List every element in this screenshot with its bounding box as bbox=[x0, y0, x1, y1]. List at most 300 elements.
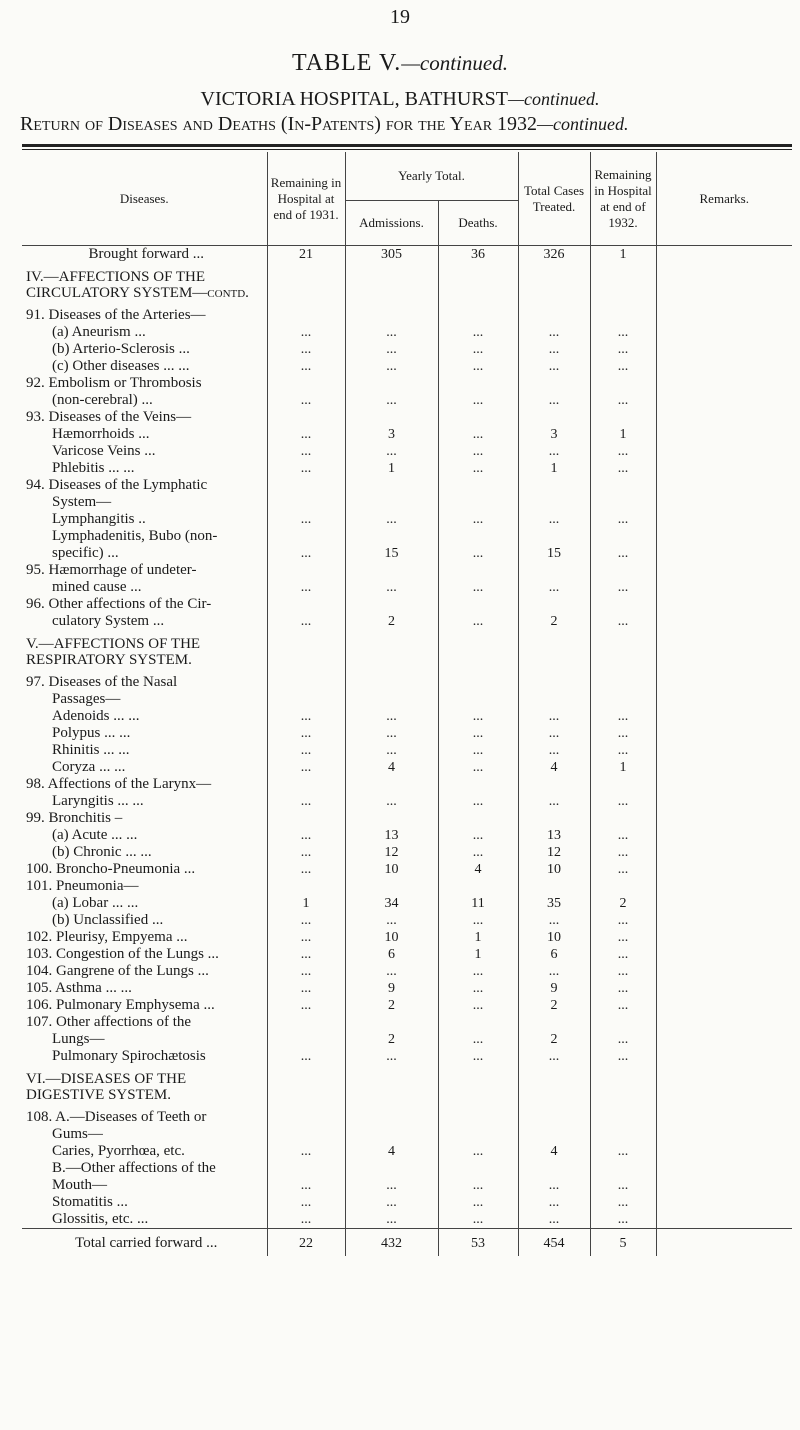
cell-remarks bbox=[656, 929, 792, 946]
cell-deaths bbox=[438, 636, 518, 668]
table-row bbox=[22, 878, 792, 895]
cell-remaining-1931: ... bbox=[267, 341, 345, 358]
cell-admissions bbox=[345, 1160, 438, 1177]
return-title-main: Return of Diseases and Deaths (In-Patents) for the Year 1932 bbox=[20, 113, 538, 135]
cell-admissions bbox=[345, 528, 438, 545]
cell-remaining-1932: ... bbox=[590, 1211, 656, 1229]
cell-remaining-1932 bbox=[590, 269, 656, 301]
page-number: 19 bbox=[390, 6, 410, 28]
return-title-continued: —continued. bbox=[537, 114, 629, 134]
cell-admissions: ... bbox=[345, 1194, 438, 1211]
cell-remaining-1931: ... bbox=[267, 929, 345, 946]
cell-admissions: 6 bbox=[345, 946, 438, 963]
cell-admissions: 1 bbox=[345, 460, 438, 477]
cell-remaining-1931: ... bbox=[267, 742, 345, 759]
cell-remaining-1932: ... bbox=[590, 793, 656, 810]
disease-label: (a) Lobar ... ... bbox=[52, 895, 139, 911]
cell-remaining-1931: ... bbox=[267, 759, 345, 776]
cell-remaining-1932: ... bbox=[590, 708, 656, 725]
disease-label: 104. Gangrene of the Lungs ... bbox=[26, 963, 209, 979]
cell-admissions: 2 bbox=[345, 613, 438, 630]
cell-remarks bbox=[656, 1143, 792, 1160]
table-row bbox=[22, 793, 792, 810]
cell-remaining-1932 bbox=[590, 674, 656, 691]
cell-deaths bbox=[438, 307, 518, 324]
total-remarks bbox=[656, 1229, 792, 1257]
cell-remarks bbox=[656, 511, 792, 528]
cell-admissions: 305 bbox=[345, 246, 438, 264]
section-row bbox=[22, 636, 792, 668]
cell-admissions: 2 bbox=[345, 1031, 438, 1048]
cell-remaining-1932 bbox=[590, 1014, 656, 1031]
cell-total-cases: ... bbox=[518, 443, 590, 460]
cell-remaining-1931: ... bbox=[267, 511, 345, 528]
cell-deaths bbox=[438, 269, 518, 301]
cell-admissions: ... bbox=[345, 912, 438, 929]
cell-admissions: 12 bbox=[345, 844, 438, 861]
cell-admissions: 10 bbox=[345, 929, 438, 946]
table-row bbox=[22, 725, 792, 742]
table-title-main: TABLE V. bbox=[292, 50, 402, 76]
header-yearly-total: Yearly Total. bbox=[345, 152, 518, 201]
disease-label: Hæmorrhoids ... bbox=[52, 426, 150, 442]
table-row bbox=[22, 1126, 792, 1143]
cell-deaths: ... bbox=[438, 1048, 518, 1065]
cell-remaining-1931: ... bbox=[267, 1143, 345, 1160]
cell-total-cases bbox=[518, 878, 590, 895]
cell-remaining-1931: ... bbox=[267, 324, 345, 341]
section-row bbox=[22, 269, 792, 301]
total-row bbox=[22, 1229, 792, 1257]
cell-remaining-1932: 2 bbox=[590, 895, 656, 912]
table-row bbox=[22, 1194, 792, 1211]
cell-remaining-1931 bbox=[267, 1109, 345, 1126]
top-rule-thin bbox=[22, 149, 792, 150]
cell-remarks bbox=[656, 426, 792, 443]
cell-remaining-1932: ... bbox=[590, 324, 656, 341]
table-row bbox=[22, 562, 792, 579]
cell-admissions bbox=[345, 674, 438, 691]
cell-remaining-1931 bbox=[267, 596, 345, 613]
cell-admissions: ... bbox=[345, 358, 438, 375]
cell-remarks bbox=[656, 1071, 792, 1103]
cell-total-cases: 326 bbox=[518, 246, 590, 264]
cell-deaths: ... bbox=[438, 341, 518, 358]
disease-label: 95. Hæmorrhage of undeter- bbox=[26, 562, 197, 578]
cell-remaining-1932: ... bbox=[590, 1177, 656, 1194]
cell-admissions bbox=[345, 307, 438, 324]
disease-label: (c) Other diseases ... ... bbox=[52, 358, 190, 374]
cell-deaths: ... bbox=[438, 1194, 518, 1211]
table-row bbox=[22, 1048, 792, 1065]
section-heading: VI.—DISEASES OF THE DIGESTIVE SYSTEM. bbox=[26, 1071, 187, 1103]
disease-table bbox=[22, 152, 792, 1256]
table-row bbox=[22, 307, 792, 324]
cell-deaths bbox=[438, 674, 518, 691]
header-diseases: Diseases. bbox=[22, 152, 267, 246]
cell-remaining-1932: ... bbox=[590, 963, 656, 980]
hospital-continued: —continued. bbox=[508, 89, 600, 109]
cell-remarks bbox=[656, 742, 792, 759]
cell-remarks bbox=[656, 861, 792, 878]
cell-admissions: ... bbox=[345, 1177, 438, 1194]
cell-remaining-1932 bbox=[590, 1160, 656, 1177]
cell-admissions bbox=[345, 636, 438, 668]
total-label: Total carried forward ... bbox=[22, 1229, 267, 1257]
cell-remaining-1932: ... bbox=[590, 946, 656, 963]
cell-admissions bbox=[345, 1014, 438, 1031]
section-heading: IV.—AFFECTIONS OF THE CIRCULATORY SYSTEM—contd. bbox=[26, 269, 249, 301]
cell-deaths: ... bbox=[438, 613, 518, 630]
cell-admissions: 15 bbox=[345, 545, 438, 562]
cell-remaining-1931: ... bbox=[267, 708, 345, 725]
cell-total-cases bbox=[518, 810, 590, 827]
cell-remaining-1931 bbox=[267, 691, 345, 708]
cell-remarks bbox=[656, 827, 792, 844]
cell-remarks bbox=[656, 1211, 792, 1229]
cell-remarks bbox=[656, 246, 792, 264]
disease-label: Brought forward ... bbox=[88, 246, 204, 262]
table-row bbox=[22, 759, 792, 776]
cell-admissions: ... bbox=[345, 793, 438, 810]
cell-remarks bbox=[656, 596, 792, 613]
cell-remarks bbox=[656, 562, 792, 579]
table-row bbox=[22, 511, 792, 528]
cell-remaining-1931 bbox=[267, 528, 345, 545]
cell-remaining-1932: ... bbox=[590, 1143, 656, 1160]
cell-deaths: ... bbox=[438, 844, 518, 861]
cell-total-cases: ... bbox=[518, 1211, 590, 1229]
cell-deaths bbox=[438, 409, 518, 426]
table-row bbox=[22, 963, 792, 980]
cell-remaining-1932 bbox=[590, 528, 656, 545]
cell-admissions: 34 bbox=[345, 895, 438, 912]
cell-admissions: ... bbox=[345, 443, 438, 460]
cell-remaining-1931 bbox=[267, 636, 345, 668]
table-row bbox=[22, 929, 792, 946]
cell-deaths bbox=[438, 562, 518, 579]
cell-remaining-1931 bbox=[267, 562, 345, 579]
cell-admissions: 4 bbox=[345, 1143, 438, 1160]
cell-remaining-1931: ... bbox=[267, 426, 345, 443]
header-remaining-1931: Remaining in Hospital at end of 1931. bbox=[267, 152, 345, 246]
table-row bbox=[22, 1160, 792, 1177]
cell-remaining-1932 bbox=[590, 477, 656, 494]
cell-admissions: 4 bbox=[345, 759, 438, 776]
cell-deaths bbox=[438, 596, 518, 613]
cell-total-cases: 10 bbox=[518, 861, 590, 878]
cell-remarks bbox=[656, 358, 792, 375]
cell-remaining-1932 bbox=[590, 375, 656, 392]
cell-remarks bbox=[656, 810, 792, 827]
disease-label: 106. Pulmonary Emphysema ... bbox=[26, 997, 215, 1013]
cell-remaining-1931: 1 bbox=[267, 895, 345, 912]
cell-admissions: ... bbox=[345, 725, 438, 742]
cell-total-cases: 9 bbox=[518, 980, 590, 997]
cell-total-cases: 2 bbox=[518, 613, 590, 630]
cell-remaining-1932: ... bbox=[590, 997, 656, 1014]
disease-label: Lymphangitis .. bbox=[52, 511, 146, 527]
cell-total-cases: 2 bbox=[518, 1031, 590, 1048]
cell-remarks bbox=[656, 776, 792, 793]
header-deaths: Deaths. bbox=[438, 201, 518, 246]
cell-admissions: ... bbox=[345, 392, 438, 409]
cell-admissions: ... bbox=[345, 341, 438, 358]
cell-deaths bbox=[438, 375, 518, 392]
cell-deaths: ... bbox=[438, 1211, 518, 1229]
cell-deaths bbox=[438, 494, 518, 511]
disease-label: culatory System ... bbox=[52, 613, 165, 629]
cell-total-cases: ... bbox=[518, 358, 590, 375]
cell-admissions bbox=[345, 776, 438, 793]
cell-deaths bbox=[438, 776, 518, 793]
cell-deaths: 1 bbox=[438, 946, 518, 963]
cell-admissions: 13 bbox=[345, 827, 438, 844]
cell-remaining-1931: ... bbox=[267, 980, 345, 997]
cell-total-cases: 15 bbox=[518, 545, 590, 562]
cell-total-cases bbox=[518, 494, 590, 511]
cell-total-cases: ... bbox=[518, 324, 590, 341]
cell-deaths: ... bbox=[438, 725, 518, 742]
table-row bbox=[22, 776, 792, 793]
disease-label: (non-cerebral) ... bbox=[52, 392, 153, 408]
cell-remarks bbox=[656, 912, 792, 929]
cell-deaths: ... bbox=[438, 963, 518, 980]
cell-remaining-1932 bbox=[590, 307, 656, 324]
table-row bbox=[22, 494, 792, 511]
table-row bbox=[22, 1211, 792, 1229]
cell-deaths: 1 bbox=[438, 929, 518, 946]
disease-label: mined cause ... bbox=[52, 579, 142, 595]
cell-remaining-1931 bbox=[267, 1126, 345, 1143]
cell-total-cases bbox=[518, 1160, 590, 1177]
cell-admissions bbox=[345, 878, 438, 895]
cell-remaining-1932: ... bbox=[590, 912, 656, 929]
cell-deaths: ... bbox=[438, 793, 518, 810]
section-heading: V.—AFFECTIONS OF THE RESPIRATORY SYSTEM. bbox=[26, 636, 201, 668]
cell-remarks bbox=[656, 1109, 792, 1126]
cell-remarks bbox=[656, 725, 792, 742]
disease-label: Pulmonary Spirochætosis bbox=[52, 1048, 206, 1064]
cell-total-cases bbox=[518, 269, 590, 301]
cell-deaths bbox=[438, 878, 518, 895]
cell-remaining-1932: ... bbox=[590, 579, 656, 596]
cell-remaining-1932: ... bbox=[590, 613, 656, 630]
table-row bbox=[22, 861, 792, 878]
cell-remaining-1931: ... bbox=[267, 912, 345, 929]
cell-deaths bbox=[438, 1014, 518, 1031]
cell-remarks bbox=[656, 324, 792, 341]
cell-remaining-1932: ... bbox=[590, 511, 656, 528]
cell-deaths bbox=[438, 1071, 518, 1103]
cell-remarks bbox=[656, 963, 792, 980]
cell-admissions: ... bbox=[345, 579, 438, 596]
cell-remaining-1932: ... bbox=[590, 861, 656, 878]
cell-remarks bbox=[656, 878, 792, 895]
header-total-cases: Total Cases Treated. bbox=[518, 152, 590, 246]
cell-admissions bbox=[345, 1109, 438, 1126]
cell-admissions: 9 bbox=[345, 980, 438, 997]
disease-label: Passages— bbox=[52, 691, 121, 707]
disease-label: 108. A.—Diseases of Teeth or bbox=[26, 1109, 207, 1125]
cell-deaths: ... bbox=[438, 1031, 518, 1048]
disease-label: B.—Other affections of the bbox=[52, 1160, 216, 1176]
disease-label: (a) Aneurism ... bbox=[52, 324, 146, 340]
disease-label: Mouth— bbox=[52, 1177, 108, 1193]
cell-remaining-1932: ... bbox=[590, 392, 656, 409]
cell-remaining-1931 bbox=[267, 409, 345, 426]
cell-total-cases: 35 bbox=[518, 895, 590, 912]
cell-total-cases bbox=[518, 307, 590, 324]
cell-admissions: 2 bbox=[345, 997, 438, 1014]
cell-remarks bbox=[656, 613, 792, 630]
disease-label: Gums— bbox=[52, 1126, 103, 1142]
table-row bbox=[22, 1014, 792, 1031]
disease-label: 99. Bronchitis – bbox=[26, 810, 123, 826]
cell-remaining-1931 bbox=[267, 1014, 345, 1031]
cell-remarks bbox=[656, 793, 792, 810]
cell-remaining-1931: ... bbox=[267, 545, 345, 562]
cell-remarks bbox=[656, 759, 792, 776]
cell-remarks bbox=[656, 494, 792, 511]
table-body bbox=[22, 246, 792, 1229]
cell-deaths: ... bbox=[438, 426, 518, 443]
cell-remaining-1932: ... bbox=[590, 545, 656, 562]
cell-deaths: ... bbox=[438, 579, 518, 596]
cell-remaining-1932: ... bbox=[590, 827, 656, 844]
cell-remarks bbox=[656, 579, 792, 596]
cell-deaths: ... bbox=[438, 997, 518, 1014]
header-remaining-1932: Remaining in Hospital at end of 1932. bbox=[590, 152, 656, 246]
cell-remarks bbox=[656, 477, 792, 494]
total-admissions: 432 bbox=[345, 1229, 438, 1257]
cell-admissions bbox=[345, 691, 438, 708]
cell-remarks bbox=[656, 946, 792, 963]
disease-label: 97. Diseases of the Nasal bbox=[26, 674, 178, 690]
cell-remarks bbox=[656, 1160, 792, 1177]
cell-remaining-1932: ... bbox=[590, 844, 656, 861]
cell-deaths: 11 bbox=[438, 895, 518, 912]
cell-deaths: ... bbox=[438, 980, 518, 997]
disease-label: Phlebitis ... ... bbox=[52, 460, 135, 476]
table-row bbox=[22, 579, 792, 596]
cell-remaining-1932 bbox=[590, 1109, 656, 1126]
cell-admissions: ... bbox=[345, 324, 438, 341]
cell-remarks bbox=[656, 895, 792, 912]
cell-remaining-1932 bbox=[590, 409, 656, 426]
cell-total-cases: ... bbox=[518, 392, 590, 409]
table-row bbox=[22, 997, 792, 1014]
disease-label: 105. Asthma ... ... bbox=[26, 980, 132, 996]
cell-total-cases: ... bbox=[518, 963, 590, 980]
cell-total-cases bbox=[518, 1126, 590, 1143]
disease-label: Glossitis, etc. ... bbox=[52, 1211, 149, 1227]
cell-remarks bbox=[656, 1177, 792, 1194]
disease-label: System— bbox=[52, 494, 112, 510]
cell-admissions: ... bbox=[345, 963, 438, 980]
disease-label: Lungs— bbox=[52, 1031, 105, 1047]
cell-remaining-1932 bbox=[590, 1126, 656, 1143]
disease-label: Varicose Veins ... bbox=[52, 443, 156, 459]
disease-label: 102. Pleurisy, Empyema ... bbox=[26, 929, 188, 945]
cell-remaining-1931: ... bbox=[267, 946, 345, 963]
cell-remarks bbox=[656, 443, 792, 460]
disease-label: Stomatitis ... bbox=[52, 1194, 128, 1210]
cell-admissions: ... bbox=[345, 511, 438, 528]
total-remaining-1931: 22 bbox=[267, 1229, 345, 1257]
table-row bbox=[22, 980, 792, 997]
cell-remaining-1932: ... bbox=[590, 1031, 656, 1048]
cell-total-cases: ... bbox=[518, 579, 590, 596]
cell-deaths: ... bbox=[438, 759, 518, 776]
cell-remaining-1932: 1 bbox=[590, 759, 656, 776]
cell-total-cases: 13 bbox=[518, 827, 590, 844]
disease-label: 100. Broncho-Pneumonia ... bbox=[26, 861, 196, 877]
cell-remaining-1931: ... bbox=[267, 1194, 345, 1211]
cell-total-cases: ... bbox=[518, 742, 590, 759]
disease-label: (b) Chronic ... ... bbox=[52, 844, 152, 860]
cell-remaining-1932: ... bbox=[590, 1194, 656, 1211]
cell-admissions bbox=[345, 562, 438, 579]
disease-label: 93. Diseases of the Veins— bbox=[26, 409, 192, 425]
table-row bbox=[22, 742, 792, 759]
cell-remaining-1932: ... bbox=[590, 358, 656, 375]
cell-remaining-1932 bbox=[590, 596, 656, 613]
cell-remaining-1931: 21 bbox=[267, 246, 345, 264]
disease-label: 98. Affections of the Larynx— bbox=[26, 776, 212, 792]
cell-remaining-1931: ... bbox=[267, 1177, 345, 1194]
cell-admissions: ... bbox=[345, 1048, 438, 1065]
cell-admissions bbox=[345, 494, 438, 511]
cell-deaths bbox=[438, 810, 518, 827]
cell-remarks bbox=[656, 545, 792, 562]
cell-remaining-1931: ... bbox=[267, 613, 345, 630]
table-row bbox=[22, 477, 792, 494]
table-row bbox=[22, 324, 792, 341]
cell-remaining-1931: ... bbox=[267, 725, 345, 742]
cell-admissions bbox=[345, 1126, 438, 1143]
table-row bbox=[22, 1177, 792, 1194]
cell-total-cases bbox=[518, 1014, 590, 1031]
cell-deaths: ... bbox=[438, 545, 518, 562]
hospital-name: VICTORIA HOSPITAL, BATHURST bbox=[200, 88, 508, 110]
cell-deaths: 36 bbox=[438, 246, 518, 264]
cell-remaining-1931: ... bbox=[267, 1211, 345, 1229]
cell-remarks bbox=[656, 1126, 792, 1143]
cell-deaths: ... bbox=[438, 511, 518, 528]
cell-remarks bbox=[656, 409, 792, 426]
cell-remaining-1931: ... bbox=[267, 997, 345, 1014]
cell-remaining-1932: ... bbox=[590, 443, 656, 460]
cell-remaining-1931 bbox=[267, 1160, 345, 1177]
cell-remarks bbox=[656, 844, 792, 861]
cell-deaths bbox=[438, 1160, 518, 1177]
total-deaths: 53 bbox=[438, 1229, 518, 1257]
table-row bbox=[22, 674, 792, 691]
cell-remaining-1931: ... bbox=[267, 963, 345, 980]
cell-total-cases: ... bbox=[518, 341, 590, 358]
cell-deaths: ... bbox=[438, 443, 518, 460]
cell-remaining-1931 bbox=[267, 674, 345, 691]
table-row bbox=[22, 545, 792, 562]
cell-remaining-1931: ... bbox=[267, 827, 345, 844]
table-row bbox=[22, 528, 792, 545]
cell-remaining-1931: ... bbox=[267, 1048, 345, 1065]
cell-remaining-1931: ... bbox=[267, 579, 345, 596]
disease-label: 92. Embolism or Thrombosis bbox=[26, 375, 202, 391]
cell-remaining-1932 bbox=[590, 878, 656, 895]
cell-deaths bbox=[438, 1126, 518, 1143]
